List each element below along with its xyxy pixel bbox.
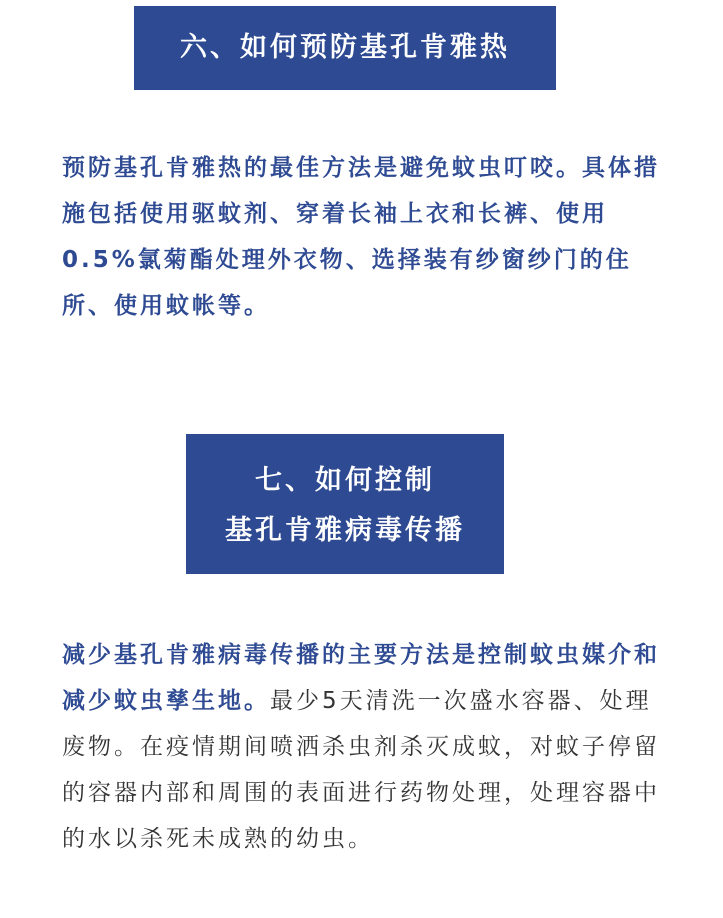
section-7-body-emphasis: 减少基孔肯雅病毒传播的主要方法是控制蚊虫媒介和减少蚊虫孳生地。 xyxy=(62,642,660,714)
section-7-heading xyxy=(186,434,504,574)
section-6-heading xyxy=(134,6,556,90)
section-7-body xyxy=(62,632,662,862)
section-6-body: 预防基孔肯雅热的最佳方法是避免蚊虫叮咬。具体措施包括使用驱蚊剂、穿着长袖上衣和长裤、使用0.5%氯菊酯处理外衣物、选择装有纱窗纱门的住所、使用蚊帐等。 xyxy=(62,155,660,319)
section-7-body-rest: 最少5天清洗一次盛水容器、处理废物。在疫情期间喷洒杀虫剂杀灭成蚊，对蚊子停留的容器内部和周围的表面进行药物处理，处理容器中的水以杀死未成熟的幼虫。 xyxy=(62,688,660,852)
section-7-heading-line-2: 基孔肯雅病毒传播 xyxy=(225,515,465,546)
section-6-heading-text: 六、如何预防基孔肯雅热 xyxy=(180,32,510,63)
section-7-heading-line-1: 七、如何控制 xyxy=(255,465,435,496)
